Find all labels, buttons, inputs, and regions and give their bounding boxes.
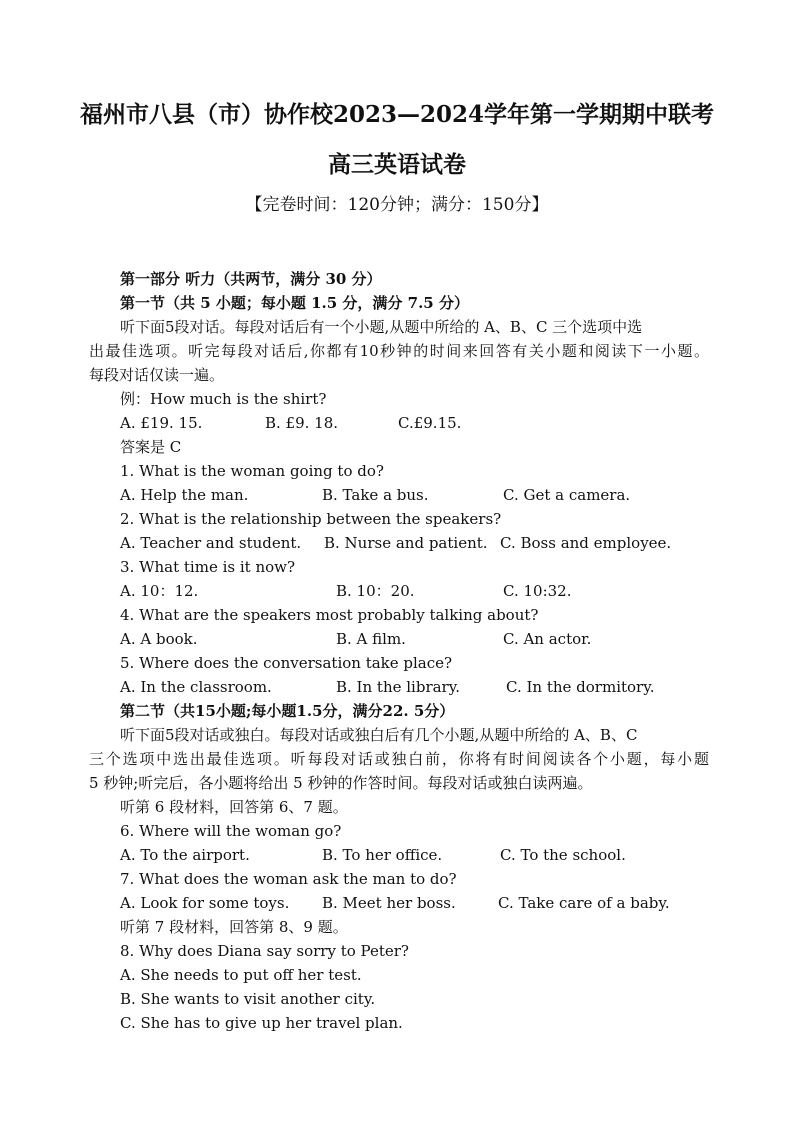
q8-option-c: C. She has to give up her travel plan.	[120, 1014, 403, 1032]
section1-instruction-2: 出最佳选项。听完每段对话后,你都有10秒钟的时间来回答有关小题和阅读下一小题。	[89, 342, 709, 360]
q5-option-c: C. In the dormitory.	[506, 678, 655, 696]
section2-instruction-3: 5 秒钟;听完后，各小题将给出 5 秒钟的作答时间。每段对话或独白读两遍。	[89, 774, 593, 792]
q4-option-a: A. A book.	[120, 630, 198, 648]
q1-option-b: B. Take a bus.	[322, 486, 429, 504]
example-option-b: B. £9. 18.	[265, 414, 339, 432]
question-1: 1. What is the woman going to do?	[120, 462, 384, 480]
q4-option-b: B. A film.	[336, 630, 406, 648]
example-answer: 答案是 C	[120, 438, 182, 456]
q5-option-b: B. In the library.	[336, 678, 460, 696]
q7-option-a: A. Look for some toys.	[120, 894, 290, 912]
q8-option-b: B. She wants to visit another city.	[120, 990, 376, 1008]
q2-option-a: A. Teacher and student.	[120, 534, 302, 552]
question-6: 6. Where will the woman go?	[120, 822, 342, 840]
section1-heading: 第一节（共 5 小题；每小题 1.5 分，满分 7.5 分）	[120, 294, 469, 312]
q5-option-a: A. In the classroom.	[120, 678, 272, 696]
example-option-a: A. £19. 15.	[120, 414, 203, 432]
example-question: 例：How much is the shirt?	[120, 390, 327, 408]
q4-option-c: C. An actor.	[503, 630, 592, 648]
question-2: 2. What is the relationship between the speakers?	[120, 510, 502, 528]
q6-option-c: C. To the school.	[500, 846, 626, 864]
q1-option-a: A. Help the man.	[120, 486, 249, 504]
example-option-c: C.£9.15.	[398, 414, 462, 432]
q3-option-a: A. 10：12.	[120, 582, 199, 600]
material-7-instruction: 听第 7 段材料，回答第 8、9 题。	[120, 918, 348, 936]
section1-instruction-3: 每段对话仅读一遍。	[89, 366, 225, 384]
exam-title: 福州市八县（市）协作校2023—2024学年第一学期期中联考	[79, 101, 715, 128]
q3-option-c: C. 10:32.	[503, 582, 572, 600]
q7-option-c: C. Take care of a baby.	[498, 894, 670, 912]
q6-option-b: B. To her office.	[322, 846, 443, 864]
q6-option-a: A. To the airport.	[120, 846, 250, 864]
section1-instruction-1: 听下面5段对话。每段对话后有一个小题,从题中所给的 A、B、C 三个选项中选	[120, 318, 643, 336]
section2-heading: 第二节（共15小题;每小题1.5分，满分22. 5分）	[120, 702, 455, 720]
question-4: 4. What are the speakers most probably talking about?	[120, 606, 539, 624]
material-6-instruction: 听第 6 段材料，回答第 6、7 题。	[120, 798, 348, 816]
question-7: 7. What does the woman ask the man to do?	[120, 870, 457, 888]
q8-option-a: A. She needs to put off her test.	[120, 966, 362, 984]
section2-instruction-1: 听下面5段对话或独白。每段对话或独白后有几个小题,从题中所给的 A、B、C	[120, 726, 638, 744]
exam-subtitle: 高三英语试卷	[328, 151, 466, 178]
question-8: 8. Why does Diana say sorry to Peter?	[120, 942, 409, 960]
question-3: 3. What time is it now?	[120, 558, 296, 576]
q7-option-b: B. Meet her boss.	[322, 894, 456, 912]
section2-instruction-2: 三个选项中选出最佳选项。听每段对话或独白前，你将有时间阅读各个小题，每小题	[89, 750, 709, 768]
q3-option-b: B. 10：20.	[336, 582, 415, 600]
exam-info: 【完卷时间：120分钟；满分：150分】	[245, 195, 549, 215]
question-5: 5. Where does the conversation take place?	[120, 654, 453, 672]
part1-heading: 第一部分 听力（共两节，满分 30 分）	[120, 270, 382, 288]
q2-option-b: B. Nurse and patient.	[324, 534, 488, 552]
q1-option-c: C. Get a camera.	[503, 486, 631, 504]
q2-option-c: C. Boss and employee.	[500, 534, 672, 552]
